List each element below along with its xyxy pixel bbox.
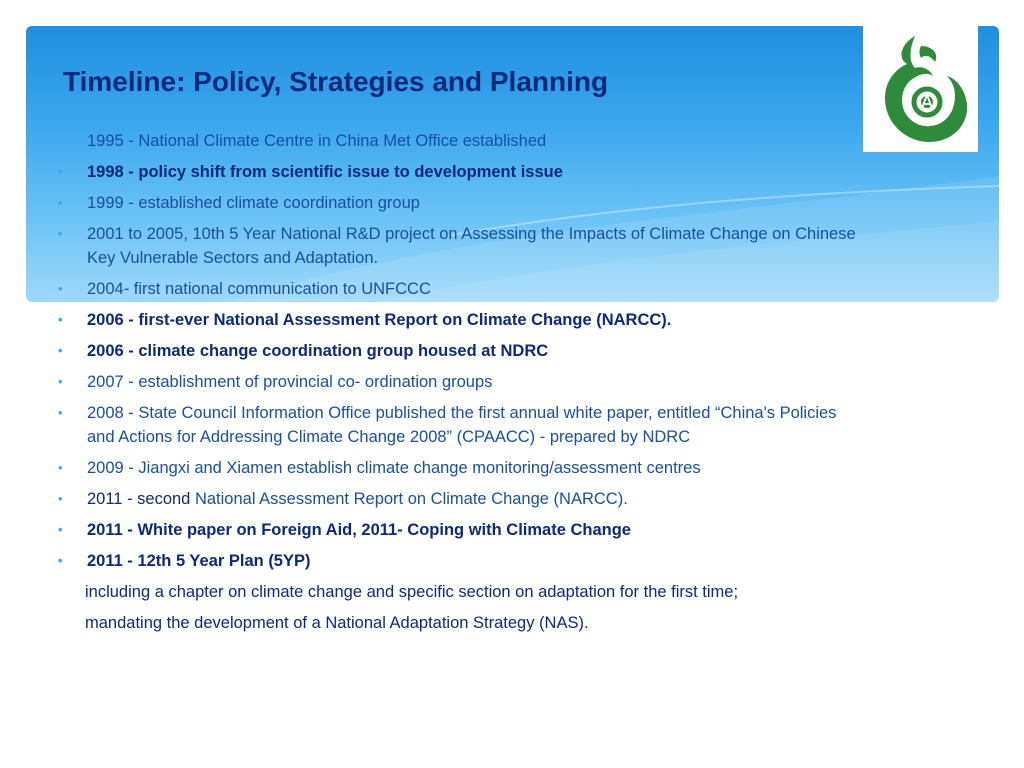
- timeline-text: 2008 - State Council Information Office published the first annual white paper, entitled “China's Policies and Actions for Addressing Climate Change 2008” (CPAACC) - prepared by NDRC: [87, 404, 837, 446]
- bullet-icon: •: [58, 312, 63, 327]
- timeline-text: 2011 - 12th 5 Year Plan (5YP): [87, 552, 311, 570]
- timeline-text: 2007 - establishment of provincial co- ordination groups: [87, 373, 493, 391]
- timeline-item-2008: [58, 401, 858, 449]
- timeline-text: 2011 - White paper on Foreign Aid, 2011- Coping with Climate Change: [87, 521, 631, 539]
- bullet-icon: •: [58, 343, 63, 358]
- timeline-text-part: National Assessment Report on Climate Change (NARCC).: [190, 490, 628, 508]
- timeline-item-2004: [58, 277, 858, 301]
- sub-item-nas: mandating the development of a National Adaptation Strategy (NAS).: [85, 614, 589, 632]
- timeline-item-2006-narcc: [58, 308, 858, 332]
- timeline-text: 2006 - climate change coordination group housed at NDRC: [87, 342, 549, 360]
- timeline-item-2007: [58, 370, 858, 394]
- timeline-item-2006-ndrc: [58, 339, 858, 363]
- bullet-icon: •: [58, 491, 63, 506]
- timeline-item-2011-foreign-aid: [58, 518, 858, 542]
- timeline-text: 2001 to 2005, 10th 5 Year National R&D project on Assessing the Impacts of Climate Change on Chinese Key Vulnerable Sectors and Adaptation.: [87, 225, 856, 267]
- bullet-icon: •: [58, 522, 63, 537]
- organization-logo: [863, 24, 978, 152]
- timeline-item-2011-narcc: [58, 487, 858, 511]
- slide-title: Timeline: Policy, Strategies and Planning: [63, 66, 609, 97]
- timeline-text: 1995 - National Climate Centre in China Met Office established: [87, 132, 547, 150]
- bullet-icon: •: [58, 281, 63, 296]
- bullet-icon: •: [58, 226, 63, 241]
- timeline-text: 2004- first national communication to UNFCCC: [87, 280, 431, 298]
- green-spiral-logo-icon: [863, 24, 978, 152]
- timeline-text: 1998 - policy shift from scientific issue to development issue: [87, 163, 563, 181]
- timeline-text: 2009 - Jiangxi and Xiamen establish climate change monitoring/assessment centres: [87, 459, 701, 477]
- timeline-item-1998: [58, 160, 858, 184]
- timeline-list: [58, 129, 858, 573]
- timeline-item-2011-5yp: [58, 549, 858, 573]
- timeline-text: 1999 - established climate coordination group: [87, 194, 420, 212]
- bullet-icon: •: [58, 195, 63, 210]
- timeline-content: [58, 129, 858, 642]
- sub-item-chapter: including a chapter on climate change and specific section on adaptation for the first time;: [85, 583, 739, 601]
- timeline-item-2009: [58, 456, 858, 480]
- timeline-text: 2006 - first-ever National Assessment Report on Climate Change (NARCC).: [87, 311, 672, 329]
- timeline-item-1995: [58, 129, 858, 153]
- bullet-icon: •: [58, 553, 63, 568]
- bullet-icon: •: [58, 405, 63, 420]
- timeline-item-1999: [58, 191, 858, 215]
- timeline-item-2001: [58, 222, 858, 270]
- bullet-icon: •: [58, 164, 63, 179]
- bullet-icon: •: [58, 460, 63, 475]
- bullet-icon: •: [58, 374, 63, 389]
- timeline-text-part: 2011 - second: [87, 490, 191, 508]
